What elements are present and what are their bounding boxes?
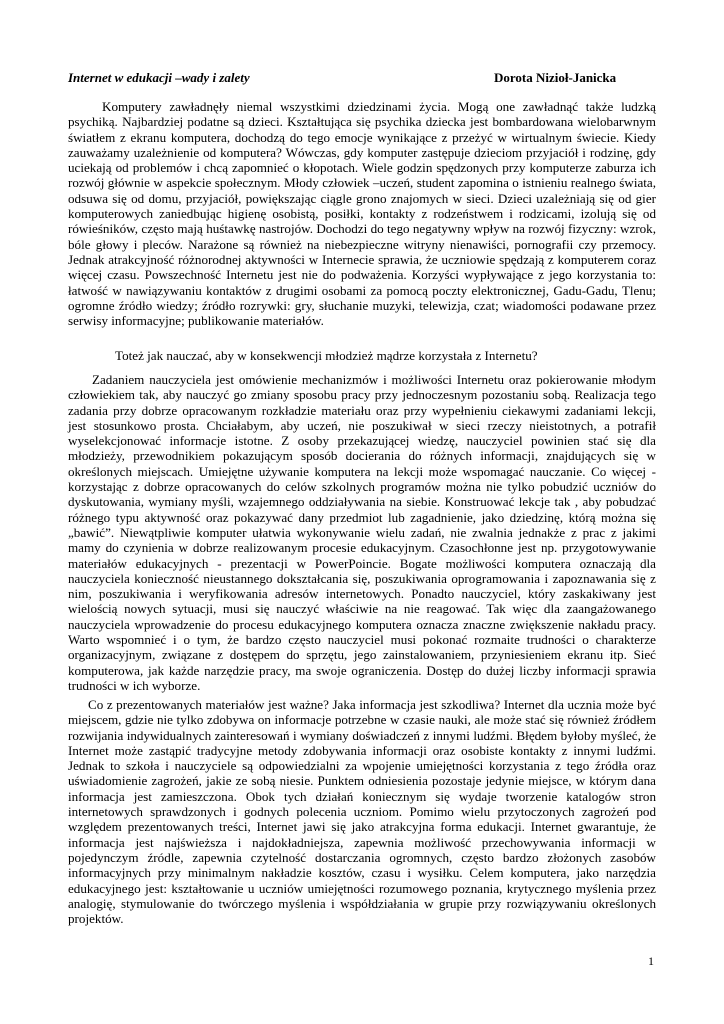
page-number: 1 [648,954,654,968]
paragraph-3: Zadaniem nauczyciela jest omówienie mechanizmów i możliwości Internetu oraz pokierowanie młodym człowiekiem tak, aby nauczyć go zmiany sposobu pracy przy jednoczesnym pozostaniu sobą. Realizacja tego zadania przy dobrze opracowanym rozkładzie materiału oraz przy wypełnieniu ciekawymi zadaniami lekcji, jest stosunkowo prosta. Chciałabym, aby uczeń, nie poszukiwał w sieci rzeczy nieistotnych, a potrafił wyselekcjonować informacje istotne. Z osoby przekazującej wiedzę, nauczyciel powinien stać się dla młodzieży, przewodnikiem pokazującym sposób docierania do różnych informacji, znajdujących się w określonych miejscach. Umiejętne używanie komputera na lekcji może wspomagać nauczanie. Co więcej - korzystając z dobrze opracowanych do celów szkolnych programów można nie tylko pobudzić uczniów do dyskutowania, wymiany myśli, wzajemnego oddziaływania na siebie. Konstruować lekcje tak , aby pobudzać różnego typu aktywność oraz pokazywać dany przedmiot lub zagadnienie, jako dziedzinę, którą można się „bawić”. Niewątpliwie komputer ułatwia wykonywanie wielu zadań, nie zwalnia jednakże z prac z jakimi mamy do czynienia w dobrze realizowanym procesie edukacyjnym. Czasochłonne jest np. przygotowywanie materiałów edukacyjnych - prezentacji w PowerPoincie. Bogate możliwości komputera oznaczają dla nauczyciela konieczność nieustannego dokształcania się, poszukiwania oprogramowania i zapoznawania się z nim, poszukiwania i weryfikowania adresów internetowych. Ponadto nauczyciel, który zaskakiwany jest wielością nowych sytuacji, musi się nauczyć właściwie na nie reagować. Tak więc dla zaangażowanego nauczyciela wprowadzenie do procesu edukacyjnego komputera oznacza znaczne zwiększenie nakładu pracy. Warto wspomnieć i o tym, że bardzo często nauczyciel musi pokonać rozmaite trudności o charakterze organizacyjnym, związane z dostępem do sprzętu, jego zainstalowaniem, przyniesieniem ekranu itp. Sieć komputerowa, jak każde narzędzie pracy, ma swoje ograniczenia. Dostęp do dużej liczby informacji sprawia trudności w ich wyborze. [68,372,656,693]
paragraph-2: Toteż jak nauczać, aby w konsekwencji młodzież mądrze korzystała z Internetu? [115,348,538,363]
document-author: Dorota Nizioł-Janicka [494,70,617,85]
paragraph-4: Co z prezentowanych materiałów jest ważne? Jaka informacja jest szkodliwa? Internet dla ucznia może być miejscem, gdzie nie tylko zdobywa on informacje potrzebne w czasie nauki, ale może stać się również źródłem rozwijania indywidualnych zainteresowań i wymiany doświadczeń z innymi ludźmi. Błędem byłoby myśleć, że Internet może zastąpić tradycyjne metody zdobywania informacji oraz osobiste kontakty z innymi ludźmi. Jednak to szkoła i nauczyciele są odpowiedzialni za wpojenie umiejętności korzystania z tego źródła oraz uświadomienie zagrożeń, jakie ze sobą niesie. Punktem odniesienia pozostaje jedynie miejsce, w którym dana informacja jest zamieszczona. Obok tych działań koniecznym się wydaje tworzenie katalogów stron internetowych sprawdzonych i godnych polecenia uczniom. Pomimo wielu przytoczonych zagrożeń pod względem prezentowanych treści, Internet jawi się jako atrakcyjna forma edukacji. Internet gwarantuje, że informacja jest najświeższa i najdokładniejsza, zapewnia możliwość przechowywania informacji w pojedynczym źródle, zapewnia czytelność dostarczania ogromnych, często bardzo złożonych zasobów informacyjnych przy minimalnym nakładzie kosztów, czasu i wysiłku. Celem komputera, jako narzędzia edukacyjnego jest: kształtowanie u uczniów umiejętności rozumowego poznania, krytycznego myślenia przez analogię, stymulowanie do twórczego myślenia i współdziałania w grupie przy rozwiązywaniu określonych projektów. [68,697,656,927]
paragraph-1: Komputery zawładnęły niemal wszystkimi dziedzinami życia. Mogą one zawładnąć także ludzką psychiką. Najbardziej podatne są dzieci. Kształtująca się psychika dziecka jest bombardowana wielobarwnym światłem z ekranu komputera, dochodzą do tego emocje wynikające z przeżyć w wirtualnym świecie. Kiedy zauważamy uzależnienie od komputera? Wówczas, gdy komputer zastępuje dzieciom przyjaciół i rodzinę, gdy uciekają od problemów i chcą zapomnieć o kłopotach. Wiele godzin spędzonych przy komputerze zaburza ich rozwój głównie w aspekcie społecznym. Młody człowiek –uczeń, student zapomina o istnieniu realnego świata, odsuwa się od domu, przyjaciół, powiększając ciągle grono znajomych w sieci. Dzieci uzależniają się od gier komputerowych zaniedbując higienę osobistą, posiłki, kontakty z rodzeństwem i rodzicami, izolują się od rówieśników, często mają huśtawkę nastrojów. Dochodzi do tego negatywny wpływ na rozwój fizyczny: wzrok, bóle głowy i pleców. Narażone są również na niebezpieczne witryny nienawiści, pornografii czy przemocy. Jednak atrakcyjność różnorodnej aktywności w Internecie sprawia, że uczniowie spędzają z komputerem coraz więcej czasu. Powszechność Internetu jest nie do podważenia. Korzyści wypływające z jego korzystania to: łatwość w nawiązywaniu kontaktów z drugimi osobami za pomocą poczty elektronicznej, Gadu-Gadu, Tlenu; ogromne źródło wiedzy; źródło rozrywki: gry, słuchanie muzyki, telewizja, czat; wiadomości podawane przez serwisy informacyjne; publikowanie materiałów. [68,99,656,329]
document-title: Internet w edukacji –wady i zalety [68,70,250,85]
